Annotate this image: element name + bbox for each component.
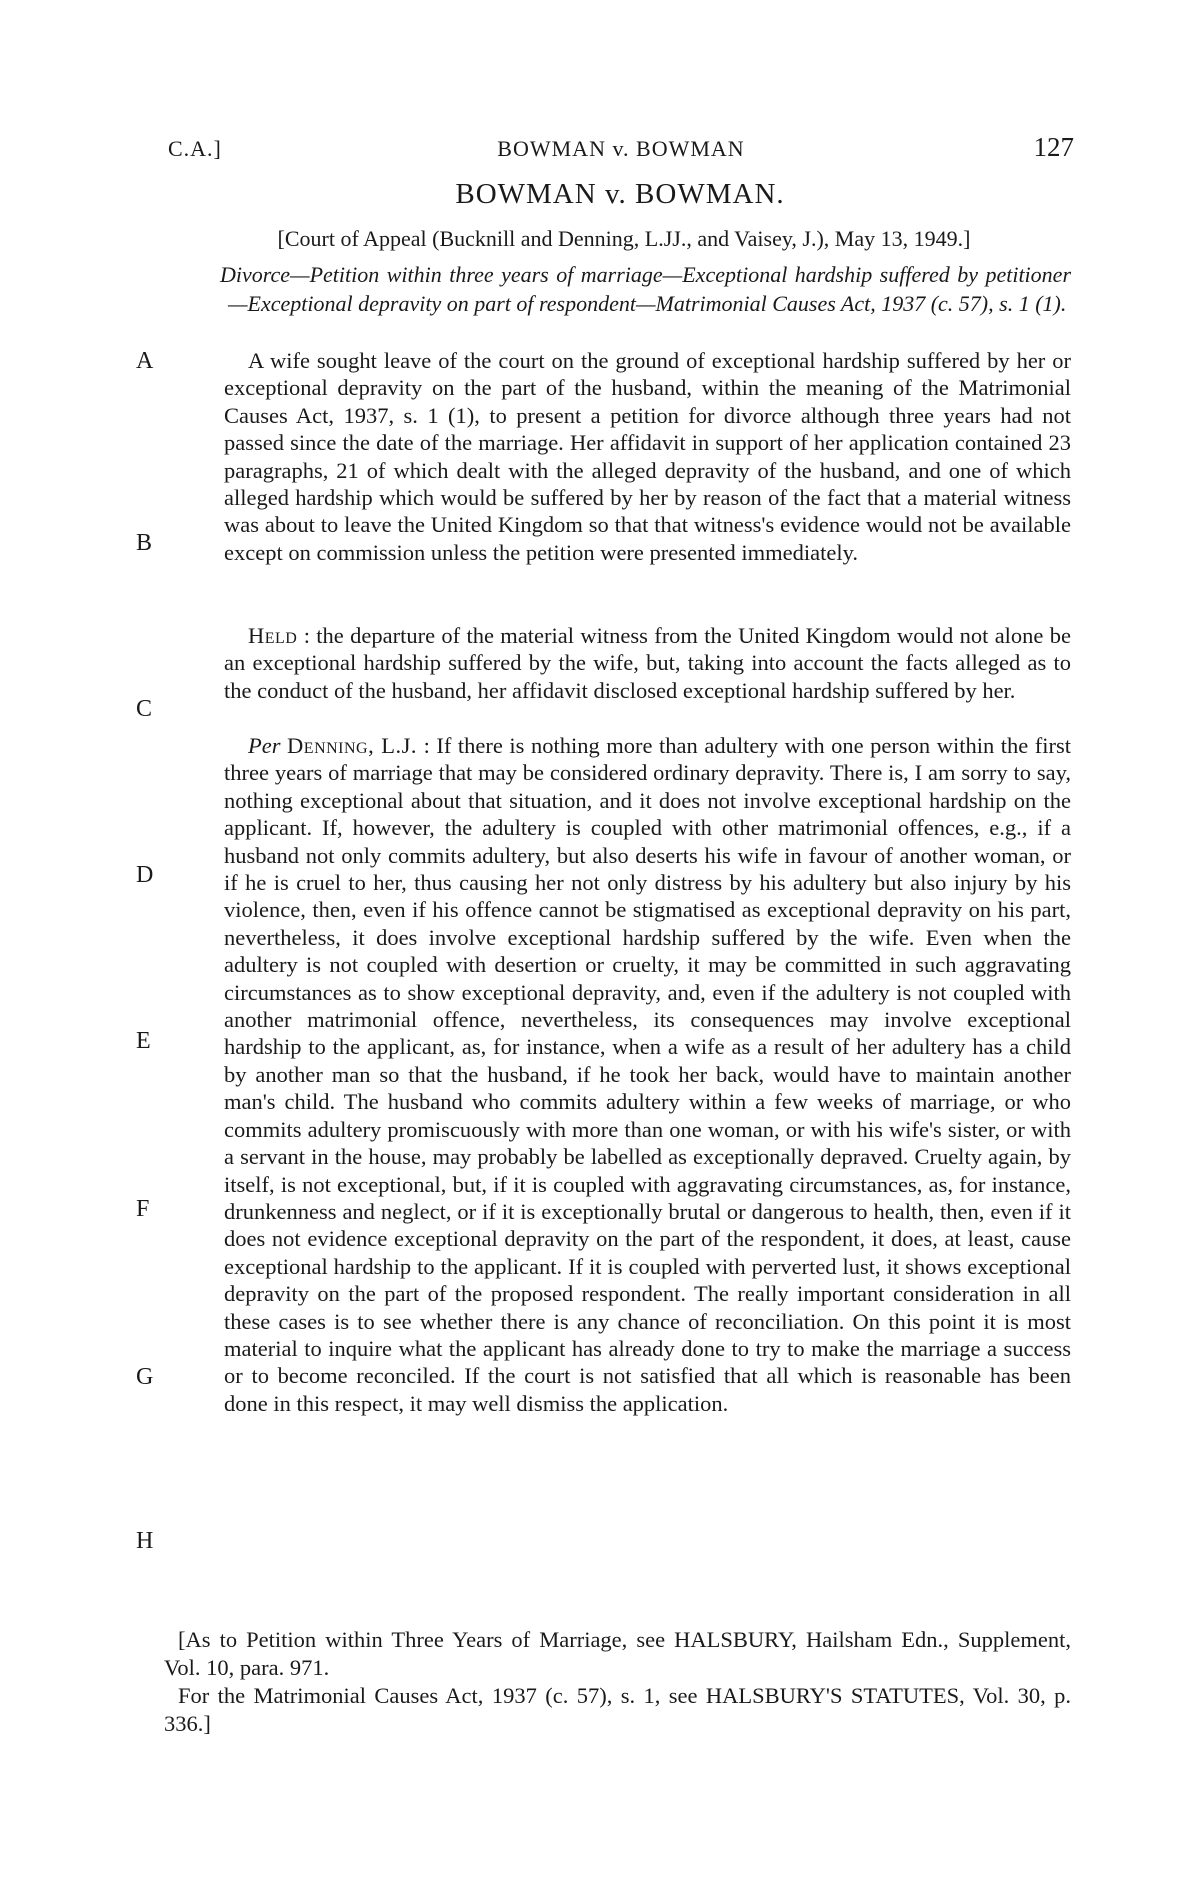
margin-letter-g: G	[136, 1364, 154, 1390]
margin-letter-h: H	[136, 1528, 154, 1554]
page-number: 127	[1033, 132, 1074, 162]
margin-letter-e: E	[136, 1028, 151, 1054]
margin-letter-b: B	[136, 530, 153, 556]
headnote-paragraph: A wife sought leave of the court on the ground of exceptional hardship suffered by her or exceptional depravity on the part of the husband, within the meaning of the Matrimonial Causes Act, 1937, s. 1 (1), to present a petition for divorce although three years had not passed since the date of the marriage. Her affidavit in support of her application contained 23 paragraphs, 21 of which dealt with the alleged depravity of the husband, and one of which alleged hardship which would be suffered by her by reason of the fact that a material witness was about to leave the United Kingdom so that that witness's evidence would not be available except on commission unless the petition were presented immediately.	[224, 348, 1071, 565]
margin-letter-a: A	[136, 348, 154, 374]
running-head-case: BOWMAN v. BOWMAN	[497, 136, 745, 161]
margin-letter-c: C	[136, 696, 153, 722]
case-title: BOWMAN v. BOWMAN.	[455, 178, 785, 210]
held-paragraph	[224, 622, 1071, 704]
per-denning-paragraph	[224, 732, 1071, 1417]
annotation-statutes: For the Matrimonial Causes Act, 1937 (c. 57), s. 1, see HALSBURY'S STATUTES, Vol. 30, p. 336.]	[164, 1683, 1071, 1736]
judge-name: Denning, L.J.	[287, 733, 418, 758]
held-label: Held	[248, 623, 298, 648]
held-text: : the departure of the material witness from the United Kingdom would not alone be an exceptional hardship suffered by the wife, but, taking into account the facts alleged as to the conduct of the husband, her affidavit disclosed exceptional hardship suffered by her.	[224, 623, 1071, 703]
margin-letter-d: D	[136, 862, 154, 888]
headnote	[224, 347, 1071, 566]
court-line: [Court of Appeal (Bucknill and Denning, L.JJ., and Vaisey, J.), May 13, 1949.]	[277, 226, 971, 251]
annotation-halsbury: [As to Petition within Three Years of Marriage, see HALSBURY, Hailsham Edn., Supplement, Vol. 10, para. 971.	[164, 1627, 1071, 1680]
annotations	[164, 1626, 1071, 1738]
per-denning-section	[224, 732, 1071, 1417]
running-head-court: C.A.]	[168, 136, 222, 161]
per-label: Per	[248, 733, 281, 758]
margin-letter-f: F	[136, 1196, 150, 1222]
catchwords: Divorce—Petition within three years of marriage—Exceptional hardship suffered by petitioner—Exceptional depravity on part of respondent—Matrimonial Causes Act, 1937 (c. 57), s. 1 (1).	[220, 262, 1071, 316]
held-section	[224, 622, 1071, 704]
per-denning-text: : If there is nothing more than adultery with one person within the first three years of marriage that may be considered ordinary depravity. There is, I am sorry to say, nothing exceptional about that situation, and it does not involve exceptional hardship on the applicant. If, however, the adultery is coupled with other matrimonial offences, e.g., if a husband not only commits adultery, but also deserts his wife in favour of another woman, or if he is cruel to her, thus causing her not only distress by his adultery but also injury by his violence, then, even if his offence cannot be stigmatised as exceptional depravity on his part, nevertheless, it does involve exceptional hardship suffered by the wife. Even when the adultery is not coupled with desertion or cruelty, it may be committed in such aggravating circumstances as to show exceptional depravity, and, even if the adultery is not coupled with another matrimonial offence, nevertheless, its consequences may involve exceptional hardship to the applicant, as, for instance, when a wife as a result of her adultery has a child by another man so that the husband, if he took her back, would have to maintain another man's child. The husband who commits adultery within a few weeks of marriage, or who commits adultery promiscuously with more than one woman, or with his wife's sister, or with a servant in the house, may probably be labelled as exceptionally depraved. Cruelty again, by itself, is not exceptional, but, if it is coupled with aggravating circumstances, as, for instance, drunkenness and neglect, or if it is exceptionally brutal or dangerous to health, then, even if it does not evidence exceptional depravity on the part of the respondent, it does, at least, cause exceptional hardship to the applicant. If it is coupled with perverted lust, it shows exceptional depravity on the part of the proposed respondent. The really important consideration in all these cases is to see whether there is any chance of reconciliation. On this point it is most material to inquire what the applicant has already done to try to make the marriage a success or to become reconciled. If the court is not satisfied that all which is reasonable has been done in this respect, it may well dismiss the application.	[224, 733, 1072, 1416]
running-head	[168, 132, 1074, 168]
